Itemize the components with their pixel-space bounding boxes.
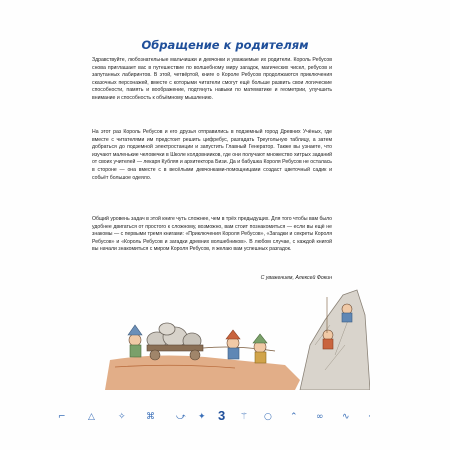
tree-icon: ⚚ <box>240 412 249 422</box>
arrow-icon: ⤻ <box>176 412 186 422</box>
author-signature: С уважением, Алексей Фокин <box>260 275 332 281</box>
dot-icon: · <box>368 412 371 422</box>
hook-icon: ⌐ <box>58 412 66 422</box>
page-number: 3 <box>218 408 226 423</box>
loop-icon: ∞ <box>316 412 324 422</box>
gnomes-pulling-cart-illustration <box>95 285 370 390</box>
paragraph-story: На этот раз Король Ребусов и его друзья отправились в подземный город Древних Учёных, где вместе с читателями им предстоит решить цифребус, разгадать Треугольную таблицу, а затем добраться до подземной электростанции и запустить Главный Генератор. Также вы узнаете, что изучают маленькие человечки в Школе колдовнииков, где они получают множество хитрых заданий от своих учителей — лекаря Кубляя и архитектора Бизи. Да и бабушка Короля Ребусов не осталась в стороне — она вместе с в весёлыми девчонками-помощницами создаст цветочный садик и собьёт большое одеяло. <box>92 129 332 181</box>
paragraph-intro: Здравствуйте, любознательные мальчишки и девчонки и уважаемые их родители. Король Ребусов снова приглашает вас в путешествие по волшебному миру загадок, магических чисел, ребусов и запутанных лабиринтов. В этой, четвёртой, книге о Короле Ребусов продолжаются приключения сказочных персонажей, вместе с которыми читатели смогут ещё больше развить свои логические способности, память и воображение, подтянуть навыки по математике и геометрии, улучшить внимание и способность к объёмному мышлению. <box>92 57 332 101</box>
circle-icon: ○ <box>264 412 272 422</box>
star-icon: ✧ <box>118 412 126 422</box>
curl-icon: ∿ <box>342 412 350 422</box>
figure-icon: ⌘ <box>146 412 155 422</box>
page-title: Обращение к родителям <box>141 38 309 52</box>
triangle-icon: △ <box>88 412 95 422</box>
paragraph-level: Общий уровень задач в этой книге чуть сложнее, чем в трёх предыдущих. Для того чтобы вам было удобнее двигаться от простого к сложному, возможно, вам стоит познакомиться — если вы ещё не знакомы — с первыми тремя книгами: «Приключения Короля Ребусов», «Загадки и секреты Короля Ребусов» и «Король Ребусов и загадки древних волшебников». В любом случае, с каждой книгой вы начали знакомиться с миром Короля Ребусов, я желаю вам успешных разгадок. <box>92 216 333 253</box>
bird-icon: ⌃ <box>290 412 298 422</box>
sparkle-icon: ✦ <box>198 412 206 422</box>
